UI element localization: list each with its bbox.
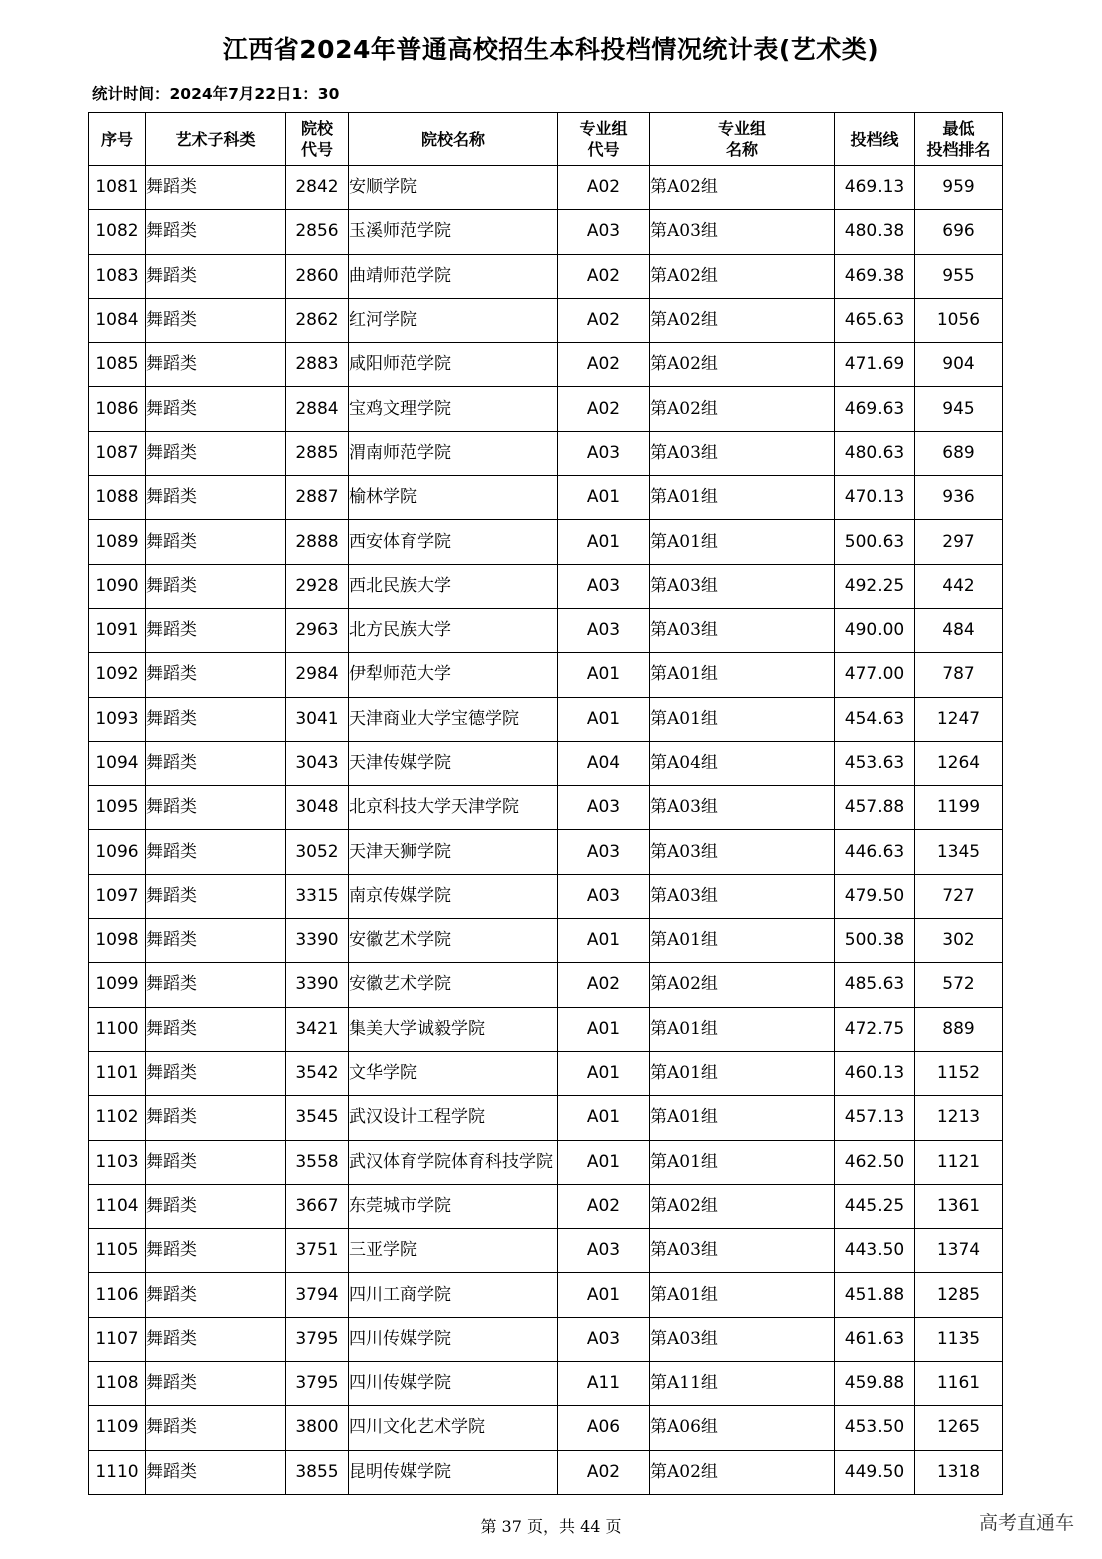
cell-seq: 1084 (89, 298, 146, 342)
cell-group-code: A03 (558, 608, 650, 652)
cell-group-name: 第A06组 (650, 1406, 835, 1450)
cell-group-name: 第A02组 (650, 166, 835, 210)
table-row (89, 830, 1003, 874)
cell-seq: 1088 (89, 476, 146, 520)
cell-min-rank: 1361 (915, 1184, 1003, 1228)
cell-school-name: 北方民族大学 (349, 608, 558, 652)
cell-group-name: 第A01组 (650, 1096, 835, 1140)
cell-min-rank: 727 (915, 874, 1003, 918)
cell-group-name: 第A02组 (650, 387, 835, 431)
cell-school-name: 四川文化艺术学院 (349, 1406, 558, 1450)
cell-min-rank: 484 (915, 608, 1003, 652)
cell-school-code: 2860 (286, 254, 349, 298)
table-row (89, 476, 1003, 520)
cell-school-name: 天津天狮学院 (349, 830, 558, 874)
cell-art-category: 舞蹈类 (146, 1406, 286, 1450)
cell-school-code: 3041 (286, 697, 349, 741)
cell-school-name: 集美大学诚毅学院 (349, 1007, 558, 1051)
cell-score-line: 462.50 (835, 1140, 915, 1184)
cell-seq: 1086 (89, 387, 146, 431)
cell-score-line: 470.13 (835, 476, 915, 520)
cell-group-name: 第A01组 (650, 1273, 835, 1317)
cell-group-name: 第A02组 (650, 1450, 835, 1494)
cell-group-code: A03 (558, 786, 650, 830)
table-row (89, 1406, 1003, 1450)
table-header-row (89, 113, 1003, 166)
table-row (89, 1096, 1003, 1140)
table-row (89, 343, 1003, 387)
cell-school-code: 3795 (286, 1317, 349, 1361)
table-row (89, 254, 1003, 298)
cell-school-code: 2842 (286, 166, 349, 210)
cell-school-name: 武汉体育学院体育科技学院 (349, 1140, 558, 1184)
cell-group-code: A01 (558, 1140, 650, 1184)
cell-school-code: 3795 (286, 1362, 349, 1406)
header-school-code: 院校 代号 (286, 113, 349, 166)
table-row (89, 1362, 1003, 1406)
cell-seq: 1092 (89, 653, 146, 697)
cell-min-rank: 955 (915, 254, 1003, 298)
cell-school-name: 玉溪师范学院 (349, 210, 558, 254)
cell-seq: 1082 (89, 210, 146, 254)
cell-score-line: 479.50 (835, 874, 915, 918)
cell-art-category: 舞蹈类 (146, 608, 286, 652)
cell-school-code: 2984 (286, 653, 349, 697)
cell-group-name: 第A03组 (650, 210, 835, 254)
table-row (89, 608, 1003, 652)
cell-school-name: 伊犁师范大学 (349, 653, 558, 697)
cell-group-code: A03 (558, 431, 650, 475)
cell-group-code: A06 (558, 1406, 650, 1450)
cell-seq: 1083 (89, 254, 146, 298)
cell-seq: 1099 (89, 963, 146, 1007)
table-row (89, 520, 1003, 564)
cell-group-name: 第A03组 (650, 1317, 835, 1361)
cell-score-line: 500.63 (835, 520, 915, 564)
cell-school-code: 3390 (286, 963, 349, 1007)
cell-min-rank: 904 (915, 343, 1003, 387)
cell-min-rank: 1199 (915, 786, 1003, 830)
cell-art-category: 舞蹈类 (146, 254, 286, 298)
cell-score-line: 469.63 (835, 387, 915, 431)
cell-school-code: 2883 (286, 343, 349, 387)
cell-school-name: 安徽艺术学院 (349, 919, 558, 963)
cell-score-line: 469.13 (835, 166, 915, 210)
cell-group-code: A04 (558, 741, 650, 785)
cell-school-name: 红河学院 (349, 298, 558, 342)
cell-min-rank: 1135 (915, 1317, 1003, 1361)
cell-art-category: 舞蹈类 (146, 298, 286, 342)
cell-group-name: 第A03组 (650, 830, 835, 874)
cell-seq: 1098 (89, 919, 146, 963)
cell-min-rank: 945 (915, 387, 1003, 431)
cell-seq: 1085 (89, 343, 146, 387)
cell-school-code: 3421 (286, 1007, 349, 1051)
cell-seq: 1081 (89, 166, 146, 210)
cell-school-code: 2888 (286, 520, 349, 564)
cell-group-name: 第A02组 (650, 963, 835, 1007)
cell-school-name: 文华学院 (349, 1051, 558, 1095)
table-row (89, 653, 1003, 697)
cell-group-name: 第A01组 (650, 520, 835, 564)
cell-seq: 1108 (89, 1362, 146, 1406)
cell-min-rank: 889 (915, 1007, 1003, 1051)
cell-art-category: 舞蹈类 (146, 387, 286, 431)
cell-school-code: 3542 (286, 1051, 349, 1095)
cell-group-name: 第A01组 (650, 1140, 835, 1184)
cell-score-line: 449.50 (835, 1450, 915, 1494)
table-row (89, 1051, 1003, 1095)
cell-min-rank: 1152 (915, 1051, 1003, 1095)
cell-min-rank: 572 (915, 963, 1003, 1007)
cell-score-line: 472.75 (835, 1007, 915, 1051)
cell-school-code: 2884 (286, 387, 349, 431)
cell-score-line: 454.63 (835, 697, 915, 741)
cell-score-line: 477.00 (835, 653, 915, 697)
cell-school-code: 2928 (286, 564, 349, 608)
cell-group-name: 第A01组 (650, 697, 835, 741)
cell-score-line: 445.25 (835, 1184, 915, 1228)
cell-seq: 1096 (89, 830, 146, 874)
cell-art-category: 舞蹈类 (146, 210, 286, 254)
cell-school-code: 2885 (286, 431, 349, 475)
table-row (89, 387, 1003, 431)
cell-score-line: 457.88 (835, 786, 915, 830)
cell-group-code: A01 (558, 476, 650, 520)
cell-art-category: 舞蹈类 (146, 476, 286, 520)
cell-school-name: 武汉设计工程学院 (349, 1096, 558, 1140)
table-row (89, 564, 1003, 608)
cell-min-rank: 959 (915, 166, 1003, 210)
header-group-name: 专业组 名称 (650, 113, 835, 166)
cell-score-line: 461.63 (835, 1317, 915, 1361)
table-row (89, 963, 1003, 1007)
cell-score-line: 480.38 (835, 210, 915, 254)
table-row (89, 431, 1003, 475)
cell-group-code: A03 (558, 210, 650, 254)
cell-score-line: 469.38 (835, 254, 915, 298)
cell-min-rank: 302 (915, 919, 1003, 963)
cell-art-category: 舞蹈类 (146, 166, 286, 210)
cell-school-name: 北京科技大学天津学院 (349, 786, 558, 830)
cell-seq: 1095 (89, 786, 146, 830)
cell-min-rank: 787 (915, 653, 1003, 697)
cell-school-code: 2887 (286, 476, 349, 520)
cell-group-name: 第A02组 (650, 298, 835, 342)
cell-seq: 1102 (89, 1096, 146, 1140)
cell-school-name: 渭南师范学院 (349, 431, 558, 475)
cell-group-name: 第A03组 (650, 1229, 835, 1273)
page-footer: 第 37 页，共 44 页 (480, 1517, 622, 1536)
cell-seq: 1106 (89, 1273, 146, 1317)
cell-school-name: 昆明传媒学院 (349, 1450, 558, 1494)
cell-school-code: 3855 (286, 1450, 349, 1494)
cell-school-code: 3048 (286, 786, 349, 830)
cell-seq: 1101 (89, 1051, 146, 1095)
table-row (89, 298, 1003, 342)
cell-art-category: 舞蹈类 (146, 1273, 286, 1317)
cell-school-name: 天津商业大学宝德学院 (349, 697, 558, 741)
cell-school-code: 3052 (286, 830, 349, 874)
cell-group-code: A01 (558, 1051, 650, 1095)
table-row (89, 786, 1003, 830)
table-row (89, 1273, 1003, 1317)
cell-seq: 1089 (89, 520, 146, 564)
cell-score-line: 453.63 (835, 741, 915, 785)
cell-seq: 1090 (89, 564, 146, 608)
cell-school-name: 南京传媒学院 (349, 874, 558, 918)
cell-score-line: 443.50 (835, 1229, 915, 1273)
cell-art-category: 舞蹈类 (146, 1140, 286, 1184)
cell-score-line: 492.25 (835, 564, 915, 608)
cell-art-category: 舞蹈类 (146, 830, 286, 874)
cell-seq: 1105 (89, 1229, 146, 1273)
cell-art-category: 舞蹈类 (146, 1450, 286, 1494)
cell-seq: 1109 (89, 1406, 146, 1450)
cell-school-name: 宝鸡文理学院 (349, 387, 558, 431)
cell-group-code: A03 (558, 1229, 650, 1273)
cell-school-name: 天津传媒学院 (349, 741, 558, 785)
cell-group-code: A02 (558, 343, 650, 387)
cell-min-rank: 442 (915, 564, 1003, 608)
cell-seq: 1100 (89, 1007, 146, 1051)
cell-group-code: A02 (558, 387, 650, 431)
table-row (89, 697, 1003, 741)
cell-group-code: A03 (558, 874, 650, 918)
cell-group-code: A03 (558, 564, 650, 608)
cell-school-code: 2862 (286, 298, 349, 342)
cell-score-line: 471.69 (835, 343, 915, 387)
cell-school-code: 3667 (286, 1184, 349, 1228)
cell-school-name: 三亚学院 (349, 1229, 558, 1273)
cell-min-rank: 1265 (915, 1406, 1003, 1450)
cell-art-category: 舞蹈类 (146, 919, 286, 963)
cell-min-rank: 1345 (915, 830, 1003, 874)
cell-seq: 1107 (89, 1317, 146, 1361)
cell-group-code: A02 (558, 298, 650, 342)
cell-seq: 1091 (89, 608, 146, 652)
table-row (89, 166, 1003, 210)
cell-min-rank: 1213 (915, 1096, 1003, 1140)
cell-art-category: 舞蹈类 (146, 1096, 286, 1140)
cell-art-category: 舞蹈类 (146, 1229, 286, 1273)
cell-group-code: A03 (558, 1317, 650, 1361)
cell-group-code: A01 (558, 520, 650, 564)
cell-seq: 1103 (89, 1140, 146, 1184)
cell-group-name: 第A02组 (650, 343, 835, 387)
cell-school-name: 四川传媒学院 (349, 1362, 558, 1406)
cell-score-line: 451.88 (835, 1273, 915, 1317)
cell-min-rank: 1056 (915, 298, 1003, 342)
cell-score-line: 457.13 (835, 1096, 915, 1140)
header-score-line: 投档线 (835, 113, 915, 166)
cell-seq: 1094 (89, 741, 146, 785)
cell-group-code: A02 (558, 1450, 650, 1494)
cell-art-category: 舞蹈类 (146, 653, 286, 697)
cell-group-code: A01 (558, 1273, 650, 1317)
table-row (89, 1450, 1003, 1494)
header-school-name: 院校名称 (349, 113, 558, 166)
cell-school-code: 3794 (286, 1273, 349, 1317)
table-row (89, 741, 1003, 785)
cell-school-code: 2856 (286, 210, 349, 254)
cell-min-rank: 1247 (915, 697, 1003, 741)
cell-school-name: 西北民族大学 (349, 564, 558, 608)
cell-group-code: A01 (558, 653, 650, 697)
header-min-rank: 最低 投档排名 (915, 113, 1003, 166)
admission-table (88, 112, 1003, 1495)
cell-seq: 1093 (89, 697, 146, 741)
cell-score-line: 446.63 (835, 830, 915, 874)
cell-school-name: 榆林学院 (349, 476, 558, 520)
cell-group-name: 第A03组 (650, 608, 835, 652)
cell-group-name: 第A01组 (650, 919, 835, 963)
cell-group-code: A02 (558, 166, 650, 210)
cell-school-name: 东莞城市学院 (349, 1184, 558, 1228)
cell-min-rank: 1161 (915, 1362, 1003, 1406)
cell-group-name: 第A03组 (650, 874, 835, 918)
cell-art-category: 舞蹈类 (146, 1184, 286, 1228)
table-row (89, 919, 1003, 963)
cell-art-category: 舞蹈类 (146, 431, 286, 475)
cell-score-line: 453.50 (835, 1406, 915, 1450)
cell-score-line: 490.00 (835, 608, 915, 652)
cell-school-code: 3545 (286, 1096, 349, 1140)
cell-group-name: 第A11组 (650, 1362, 835, 1406)
cell-group-name: 第A01组 (650, 476, 835, 520)
cell-art-category: 舞蹈类 (146, 963, 286, 1007)
cell-group-code: A02 (558, 254, 650, 298)
cell-group-code: A02 (558, 963, 650, 1007)
cell-art-category: 舞蹈类 (146, 1362, 286, 1406)
cell-seq: 1087 (89, 431, 146, 475)
cell-art-category: 舞蹈类 (146, 343, 286, 387)
cell-school-code: 3800 (286, 1406, 349, 1450)
cell-min-rank: 1264 (915, 741, 1003, 785)
cell-art-category: 舞蹈类 (146, 697, 286, 741)
cell-group-code: A01 (558, 919, 650, 963)
cell-score-line: 480.63 (835, 431, 915, 475)
cell-min-rank: 1285 (915, 1273, 1003, 1317)
stat-time: 统计时间：2024年7月22日1：30 (92, 85, 340, 103)
table-row (89, 1007, 1003, 1051)
cell-group-name: 第A04组 (650, 741, 835, 785)
cell-art-category: 舞蹈类 (146, 874, 286, 918)
cell-art-category: 舞蹈类 (146, 786, 286, 830)
cell-group-name: 第A01组 (650, 653, 835, 697)
cell-art-category: 舞蹈类 (146, 741, 286, 785)
cell-group-name: 第A03组 (650, 431, 835, 475)
cell-art-category: 舞蹈类 (146, 564, 286, 608)
cell-school-name: 曲靖师范学院 (349, 254, 558, 298)
cell-seq: 1104 (89, 1184, 146, 1228)
cell-group-name: 第A02组 (650, 1184, 835, 1228)
cell-group-code: A11 (558, 1362, 650, 1406)
cell-art-category: 舞蹈类 (146, 1051, 286, 1095)
table-body (89, 166, 1003, 1495)
cell-school-name: 四川工商学院 (349, 1273, 558, 1317)
cell-score-line: 460.13 (835, 1051, 915, 1095)
cell-art-category: 舞蹈类 (146, 520, 286, 564)
cell-school-name: 安徽艺术学院 (349, 963, 558, 1007)
table-row (89, 1317, 1003, 1361)
cell-school-code: 3043 (286, 741, 349, 785)
cell-min-rank: 689 (915, 431, 1003, 475)
cell-school-name: 西安体育学院 (349, 520, 558, 564)
cell-min-rank: 1318 (915, 1450, 1003, 1494)
cell-score-line: 459.88 (835, 1362, 915, 1406)
cell-school-code: 2963 (286, 608, 349, 652)
cell-seq: 1110 (89, 1450, 146, 1494)
cell-group-name: 第A01组 (650, 1007, 835, 1051)
cell-score-line: 465.63 (835, 298, 915, 342)
cell-min-rank: 936 (915, 476, 1003, 520)
cell-art-category: 舞蹈类 (146, 1007, 286, 1051)
table-row (89, 874, 1003, 918)
header-group-code: 专业组 代号 (558, 113, 650, 166)
cell-school-code: 3558 (286, 1140, 349, 1184)
cell-score-line: 485.63 (835, 963, 915, 1007)
cell-min-rank: 1374 (915, 1229, 1003, 1273)
cell-min-rank: 297 (915, 520, 1003, 564)
cell-school-code: 3390 (286, 919, 349, 963)
header-seq: 序号 (89, 113, 146, 166)
cell-group-code: A01 (558, 1007, 650, 1051)
cell-group-code: A02 (558, 1184, 650, 1228)
table-row (89, 1184, 1003, 1228)
table-row (89, 1229, 1003, 1273)
cell-school-name: 四川传媒学院 (349, 1317, 558, 1361)
cell-group-name: 第A01组 (650, 1051, 835, 1095)
cell-seq: 1097 (89, 874, 146, 918)
cell-group-name: 第A03组 (650, 564, 835, 608)
cell-school-name: 咸阳师范学院 (349, 343, 558, 387)
brand-watermark: 高考直通车 (978, 1512, 1074, 1534)
cell-group-code: A01 (558, 1096, 650, 1140)
page-title: 江西省2024年普通高校招生本科投档情况统计表(艺术类) (222, 35, 880, 64)
cell-min-rank: 696 (915, 210, 1003, 254)
table-row (89, 210, 1003, 254)
cell-min-rank: 1121 (915, 1140, 1003, 1184)
cell-school-name: 安顺学院 (349, 166, 558, 210)
header-art-category: 艺术子科类 (146, 113, 286, 166)
cell-group-code: A01 (558, 697, 650, 741)
cell-art-category: 舞蹈类 (146, 1317, 286, 1361)
cell-group-code: A03 (558, 830, 650, 874)
cell-school-code: 3751 (286, 1229, 349, 1273)
cell-school-code: 3315 (286, 874, 349, 918)
table-row (89, 1140, 1003, 1184)
cell-group-name: 第A03组 (650, 786, 835, 830)
cell-group-name: 第A02组 (650, 254, 835, 298)
cell-score-line: 500.38 (835, 919, 915, 963)
